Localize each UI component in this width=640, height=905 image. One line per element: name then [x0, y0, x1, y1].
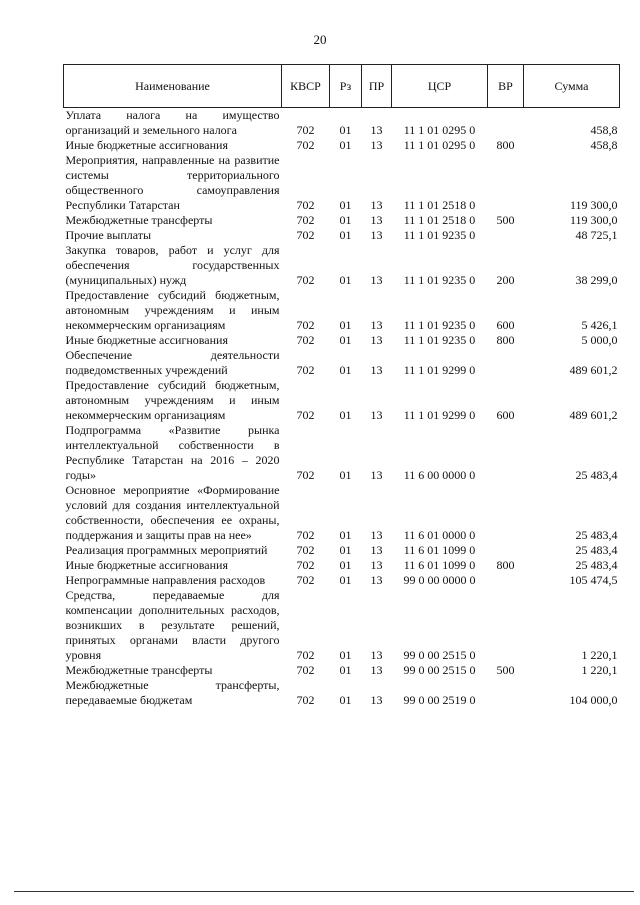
cell-pr: 13 — [370, 663, 383, 677]
cell-vr: 600 — [496, 408, 515, 422]
cell-rz: 01 — [339, 663, 352, 677]
cell-rz: 01 — [339, 333, 352, 347]
cell-sum: 105 474,5 — [569, 573, 618, 587]
cell-pr: 13 — [370, 333, 383, 347]
table-row — [64, 228, 620, 243]
table-row — [64, 213, 620, 228]
cell-name: Основное мероприятие «Формирование условий для создания интеллектуальной собственности, обеспечения ее охраны, поддержания и защиты прав на нее» — [65, 483, 280, 542]
cell-vr: 600 — [496, 318, 515, 332]
cell-sum: 25 483,4 — [575, 543, 618, 557]
cell-vr: 500 — [496, 663, 515, 677]
cell-name: Прочие выплаты — [65, 228, 152, 242]
cell-sum: 1 220,1 — [581, 663, 618, 677]
cell-csr: 11 6 01 1099 0 — [403, 543, 476, 557]
cell-kvsr: 702 — [296, 693, 315, 707]
table-row — [64, 333, 620, 348]
cell-csr: 11 6 01 0000 0 — [403, 528, 476, 542]
cell-pr: 13 — [370, 543, 383, 557]
table-row — [64, 543, 620, 558]
cell-vr: 800 — [496, 138, 515, 152]
cell-vr — [488, 348, 524, 378]
cell-vr — [488, 573, 524, 588]
cell-csr: 99 0 00 2515 0 — [403, 663, 476, 677]
cell-rz: 01 — [339, 363, 352, 377]
cell-pr: 13 — [370, 213, 383, 227]
cell-rz: 01 — [339, 228, 352, 242]
table-row — [64, 423, 620, 483]
cell-csr: 11 1 01 9299 0 — [403, 408, 476, 422]
cell-csr: 11 6 00 0000 0 — [403, 468, 476, 482]
cell-name: Непрограммные направления расходов — [65, 573, 266, 587]
page-number: 20 — [313, 32, 327, 47]
cell-pr: 13 — [370, 363, 383, 377]
cell-csr: 11 1 01 9235 0 — [403, 273, 476, 287]
cell-vr: 800 — [496, 333, 515, 347]
cell-kvsr: 702 — [296, 198, 315, 212]
cell-pr: 13 — [370, 648, 383, 662]
cell-name: Иные бюджетные ассигнования — [65, 558, 228, 572]
table-row — [64, 243, 620, 288]
cell-rz: 01 — [339, 528, 352, 542]
table-row — [64, 378, 620, 423]
cell-csr: 99 0 00 2515 0 — [403, 648, 476, 662]
cell-kvsr: 702 — [296, 648, 315, 662]
cell-sum: 119 300,0 — [569, 213, 618, 227]
cell-name: Предоставление субсидий бюджетным, автономным учреждениям и иным некоммерческим организациям — [65, 378, 280, 422]
cell-vr: 500 — [496, 213, 515, 227]
cell-csr: 11 1 01 9235 0 — [403, 318, 476, 332]
cell-vr — [488, 678, 524, 708]
cell-csr: 11 1 01 2518 0 — [403, 213, 476, 227]
cell-kvsr: 702 — [296, 318, 315, 332]
table-row — [64, 138, 620, 153]
cell-name: Средства, передаваемые для компенсации дополнительных расходов, возникших в результате решений, принятых органами власти другого уровня — [65, 588, 280, 662]
table-row — [64, 678, 620, 708]
cell-sum: 38 299,0 — [575, 273, 618, 287]
cell-vr — [488, 483, 524, 543]
table-header-row — [64, 65, 620, 108]
header-vr: ВР — [488, 65, 524, 108]
cell-pr: 13 — [370, 408, 383, 422]
cell-name: Реализация программных мероприятий — [65, 543, 268, 557]
cell-rz: 01 — [339, 468, 352, 482]
cell-vr — [488, 588, 524, 663]
cell-kvsr: 702 — [296, 528, 315, 542]
cell-vr — [488, 543, 524, 558]
cell-kvsr: 702 — [296, 408, 315, 422]
cell-sum: 489 601,2 — [569, 363, 618, 377]
cell-rz: 01 — [339, 198, 352, 212]
table-row — [64, 153, 620, 213]
cell-rz: 01 — [339, 543, 352, 557]
header-sum: Сумма — [524, 65, 620, 108]
cell-kvsr: 702 — [296, 228, 315, 242]
cell-csr: 11 1 01 9235 0 — [403, 333, 476, 347]
cell-kvsr: 702 — [296, 333, 315, 347]
cell-pr: 13 — [370, 228, 383, 242]
cell-vr — [488, 108, 524, 139]
cell-rz: 01 — [339, 138, 352, 152]
cell-name: Мероприятия, направленные на развитие системы территориального общественного самоуправления Республики Татарстан — [65, 153, 280, 212]
page-bottom-rule — [14, 891, 634, 892]
cell-sum: 25 483,4 — [575, 528, 618, 542]
cell-csr: 99 0 00 0000 0 — [403, 573, 476, 587]
cell-rz: 01 — [339, 318, 352, 332]
table-body — [64, 108, 620, 709]
cell-sum: 48 725,1 — [575, 228, 618, 242]
cell-pr: 13 — [370, 318, 383, 332]
table-row — [64, 588, 620, 663]
cell-name: Обеспечение деятельности подведомственных учреждений — [65, 348, 280, 377]
cell-kvsr: 702 — [296, 543, 315, 557]
cell-name: Уплата налога на имущество организаций и земельного налога — [65, 108, 280, 137]
table-row — [64, 288, 620, 333]
cell-sum: 5 000,0 — [581, 333, 618, 347]
budget-table — [63, 64, 620, 708]
cell-name: Межбюджетные трансферты — [65, 213, 213, 227]
cell-sum: 119 300,0 — [569, 198, 618, 212]
cell-csr: 99 0 00 2519 0 — [403, 693, 476, 707]
cell-rz: 01 — [339, 408, 352, 422]
cell-kvsr: 702 — [296, 573, 315, 587]
header-kvsr: КВСР — [282, 65, 330, 108]
header-rz: Рз — [330, 65, 362, 108]
cell-rz: 01 — [339, 693, 352, 707]
cell-csr: 11 1 01 9235 0 — [403, 228, 476, 242]
cell-rz: 01 — [339, 273, 352, 287]
cell-csr: 11 1 01 2518 0 — [403, 198, 476, 212]
cell-sum: 1 220,1 — [581, 648, 618, 662]
cell-kvsr: 702 — [296, 363, 315, 377]
cell-vr: 200 — [496, 273, 515, 287]
cell-rz: 01 — [339, 123, 352, 137]
header-pr: ПР — [362, 65, 392, 108]
table-row — [64, 483, 620, 543]
cell-csr: 11 1 01 9299 0 — [403, 363, 476, 377]
cell-kvsr: 702 — [296, 273, 315, 287]
cell-kvsr: 702 — [296, 213, 315, 227]
cell-vr — [488, 153, 524, 213]
cell-name: Закупка товаров, работ и услуг для обеспечения государственных (муниципальных) нужд — [65, 243, 280, 287]
cell-sum: 25 483,4 — [575, 468, 618, 482]
cell-kvsr: 702 — [296, 663, 315, 677]
cell-pr: 13 — [370, 138, 383, 152]
cell-kvsr: 702 — [296, 123, 315, 137]
cell-name: Иные бюджетные ассигнования — [65, 333, 228, 347]
cell-kvsr: 702 — [296, 468, 315, 482]
cell-pr: 13 — [370, 273, 383, 287]
cell-vr: 800 — [496, 558, 515, 572]
cell-kvsr: 702 — [296, 558, 315, 572]
cell-rz: 01 — [339, 648, 352, 662]
cell-name: Предоставление субсидий бюджетным, автономным учреждениям и иным некоммерческим организациям — [65, 288, 280, 332]
cell-rz: 01 — [339, 573, 352, 587]
table-row — [64, 558, 620, 573]
cell-vr — [488, 423, 524, 483]
cell-pr: 13 — [370, 198, 383, 212]
table-row — [64, 663, 620, 678]
cell-pr: 13 — [370, 123, 383, 137]
cell-pr: 13 — [370, 468, 383, 482]
cell-name: Подпрограмма «Развитие рынка интеллектуальной собственности в Республике Татарстан на 2016 – 2020 годы» — [65, 423, 280, 482]
cell-csr: 11 1 01 0295 0 — [403, 138, 476, 152]
cell-sum: 104 000,0 — [569, 693, 618, 707]
header-name: Наименование — [64, 65, 282, 108]
cell-name: Иные бюджетные ассигнования — [65, 138, 228, 152]
cell-sum: 25 483,4 — [575, 558, 618, 572]
cell-rz: 01 — [339, 558, 352, 572]
cell-pr: 13 — [370, 573, 383, 587]
cell-sum: 458,8 — [590, 123, 618, 137]
cell-csr: 11 1 01 0295 0 — [403, 123, 476, 137]
table-row — [64, 348, 620, 378]
cell-csr: 11 6 01 1099 0 — [403, 558, 476, 572]
cell-kvsr: 702 — [296, 138, 315, 152]
cell-name: Межбюджетные трансферты, передаваемые бюджетам — [65, 678, 280, 707]
table-row — [64, 108, 620, 139]
cell-pr: 13 — [370, 558, 383, 572]
cell-pr: 13 — [370, 693, 383, 707]
cell-sum: 5 426,1 — [581, 318, 618, 332]
header-csr: ЦСР — [392, 65, 488, 108]
cell-sum: 458,8 — [590, 138, 618, 152]
cell-pr: 13 — [370, 528, 383, 542]
cell-rz: 01 — [339, 213, 352, 227]
cell-name: Межбюджетные трансферты — [65, 663, 213, 677]
table-row — [64, 573, 620, 588]
cell-vr — [488, 228, 524, 243]
cell-sum: 489 601,2 — [569, 408, 618, 422]
